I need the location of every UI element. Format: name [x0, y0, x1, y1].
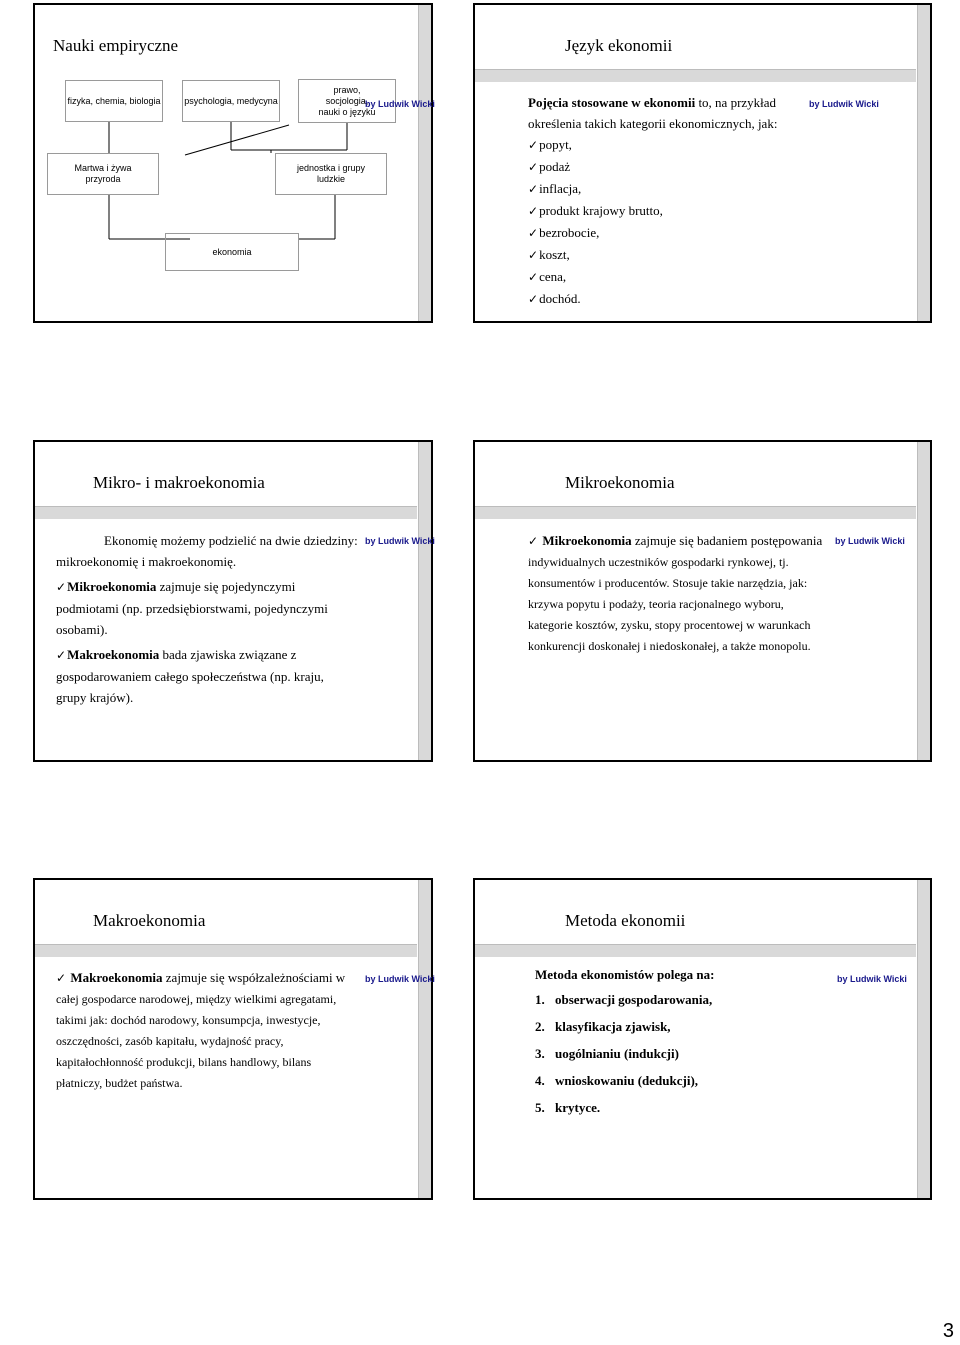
list-number: 5. [535, 1100, 545, 1115]
slide-mikroekonomia [473, 440, 932, 762]
slide-title: Język ekonomii [565, 36, 673, 55]
paragraph [56, 967, 345, 989]
list-item: ✓ inflacja, [528, 178, 777, 200]
paragraph [528, 530, 822, 552]
slide-title: Mikroekonomia [565, 473, 675, 492]
list-item: ✓ dochód. [528, 288, 777, 310]
diagram-box-fizyka: fizyka, chemia, biologia [65, 80, 163, 122]
list-item [535, 1046, 712, 1073]
paragraph: konsumentów i producentów. Stosuje takie narzędzia, jak: [528, 576, 808, 590]
list-item [535, 992, 712, 1019]
slide-bottom-bar [475, 944, 916, 957]
slide-metoda-ekonomii [473, 878, 932, 1200]
list-number: 4. [535, 1073, 545, 1088]
diagram-box-jednostka: jednostka i grupy ludzkie [275, 153, 387, 195]
paragraph-text: zajmuje się pojedynczymi [156, 579, 296, 594]
intro-bold: Pojęcia stosowane w ekonomii [528, 95, 696, 110]
slide-bottom-bar [35, 506, 417, 519]
list-text: uogólnianiu (indukcji) [555, 1046, 679, 1061]
diagram-box-przyroda: Martwa i żywa przyroda [47, 153, 159, 195]
page-number: 3 [942, 1320, 954, 1342]
slide-content [528, 530, 822, 657]
slide-side-bar [917, 442, 930, 760]
slide-jezyk-ekonomii [473, 3, 932, 323]
paragraph [56, 644, 358, 666]
method-list [535, 992, 712, 1127]
paragraph: kategorie kosztów, zysku, stopy procentowej w warunkach [528, 618, 811, 632]
slide-content [56, 530, 358, 708]
paragraph: mikroekonomię i makroekonomię. [56, 554, 237, 569]
intro-rest: to, na przykład [695, 95, 777, 110]
intro-line-2: określenia takich kategorii ekonomicznych, jak: [528, 116, 778, 131]
slide-bottom-bar [475, 506, 916, 519]
list-item: ✓ podaż [528, 156, 777, 178]
diagram-box-ekonomia: ekonomia [165, 233, 299, 271]
slide-side-bar [418, 442, 431, 760]
slide-bottom-bar [475, 69, 916, 82]
slide-content [528, 92, 777, 310]
paragraph: oszczędności, zasób kapitału, wydajność pracy, [56, 1034, 284, 1048]
paragraph: konkurencji doskonałej i niedoskonałej, a także monopolu. [528, 639, 811, 653]
list-item: ✓ cena, [528, 266, 777, 288]
paragraph: podmiotami (np. przedsiębiorstwami, pojedynczymi [56, 601, 328, 616]
watermark: by Ludwik Wicki [809, 99, 879, 109]
slide-mikro-makro [33, 440, 433, 762]
tick [56, 579, 67, 594]
tick [56, 647, 67, 662]
term-bold: Makroekonomia [67, 647, 160, 662]
paragraph: płatniczy, budżet państwa. [56, 1076, 183, 1090]
slide-nauki-empiryczne [33, 3, 433, 323]
paragraph: całej gospodarce narodowej, między wielkimi agregatami, [56, 992, 337, 1006]
term-bold: Makroekonomia [70, 970, 163, 985]
list-item [535, 1073, 712, 1100]
paragraph: osobami). [56, 622, 108, 637]
slide-bottom-bar [35, 944, 417, 957]
slide-side-bar [917, 880, 930, 1198]
paragraph: kapitałochłonność produkcji, bilans handlowy, bilans [56, 1055, 312, 1069]
paragraph-text: bada zjawiska związane z [159, 647, 297, 662]
list-item: ✓ produkt krajowy brutto, [528, 200, 777, 222]
paragraph: Ekonomię możemy podzielić na dwie dziedziny: [104, 533, 358, 548]
list-text: klasyfikacja zjawisk, [555, 1019, 671, 1034]
watermark: by Ludwik Wicki [837, 974, 907, 984]
list-item [535, 1100, 712, 1127]
slide-content [56, 967, 345, 1094]
list-item: ✓ bezrobocie, [528, 222, 777, 244]
diagram-box-prawo-label: prawo, socjologia, nauki o języku [318, 84, 376, 117]
list-number: 3. [535, 1046, 545, 1061]
paragraph: grupy krajów). [56, 690, 134, 705]
slide-title: Makroekonomia [93, 911, 206, 930]
slide-makroekonomia [33, 878, 433, 1200]
list-item [535, 1019, 712, 1046]
slide-title: Nauki empiryczne [53, 36, 179, 55]
watermark: by Ludwik Wicki [365, 99, 435, 109]
paragraph [56, 576, 358, 598]
slide-title: Metoda ekonomii [565, 911, 686, 930]
slide-side-bar [418, 880, 431, 1198]
term-bold: Mikroekonomia [67, 579, 157, 594]
term-bold: Mikroekonomia [542, 533, 632, 548]
watermark: by Ludwik Wicki [365, 974, 435, 984]
slide-side-bar [917, 5, 930, 321]
slide-title: Mikro- i makroekonomia [93, 473, 265, 492]
list-text: wnioskowaniu (dedukcji), [555, 1073, 699, 1088]
list-number: 2. [535, 1019, 545, 1034]
list-item: ✓ popyt, [528, 134, 777, 156]
method-heading: Metoda ekonomistów polega na: [535, 967, 715, 982]
paragraph: indywidualnych uczestników gospodarki rynkowej, tj. [528, 555, 789, 569]
intro-line [528, 92, 777, 113]
paragraph: krzywa popytu i podaży, teoria racjonalnego wyboru, [528, 597, 784, 611]
paragraph-text: zajmuje się badaniem postępowania [631, 533, 823, 548]
list-text: obserwacji gospodarowania, [555, 992, 713, 1007]
paragraph: takimi jak: dochód narodowy, konsumpcja, inwestycje, [56, 1013, 321, 1027]
paragraph: gospodarowaniem całego społeczeństwa (np. kraju, [56, 669, 324, 684]
list-number: 1. [535, 992, 545, 1007]
watermark: by Ludwik Wicki [365, 536, 435, 546]
watermark: by Ludwik Wicki [835, 536, 905, 546]
tick [528, 533, 539, 548]
list-item: ✓ koszt, [528, 244, 777, 266]
diagram-box-psychologia: psychologia, medycyna [182, 80, 280, 122]
tick [56, 970, 67, 985]
list-text: krytyce. [555, 1100, 601, 1115]
paragraph-text: zajmuje się współzależnościami w [162, 970, 346, 985]
